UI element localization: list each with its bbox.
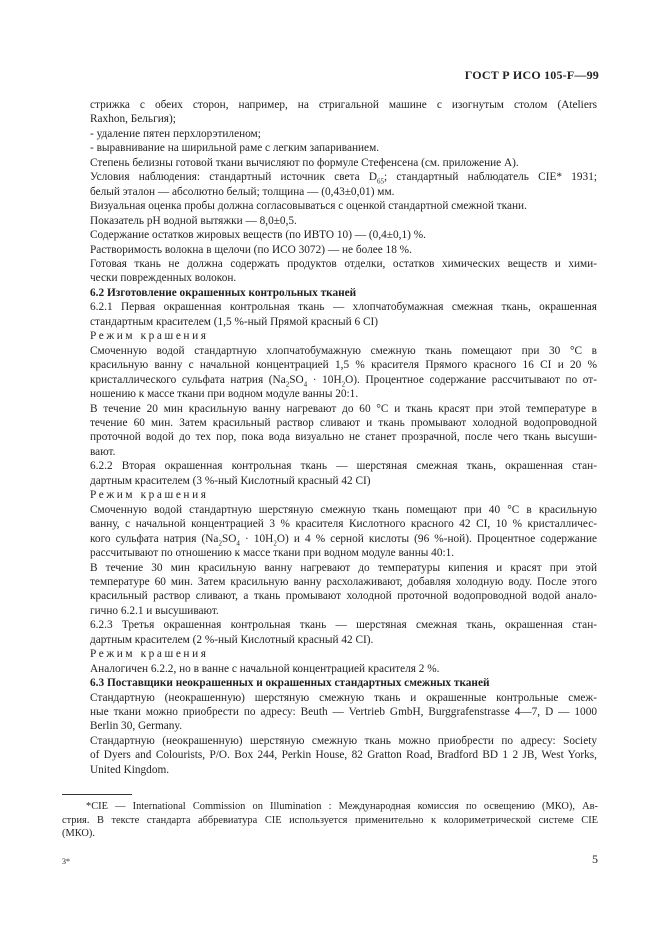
subscript: 65 — [377, 177, 385, 186]
text-line: ношению к массе ткани при водном модуле ванны 20:1. — [90, 388, 359, 401]
text-line: течение 60 мин. Затем красильный раствор сливают и ткань промывают холодной водопроводной — [90, 416, 597, 429]
text-line: - выравнивание на ширильной раме с легким запариванием. — [90, 142, 380, 155]
text-line: красильный раствор сливают, а ткань промывают холодной проточной водопроводной водой анало- — [90, 590, 597, 603]
text-line: 6.2.3 Третья окрашенная контрольная ткань — шерстяная смежная ткань, окрашенная стан- — [90, 619, 597, 632]
document-body — [90, 98, 597, 777]
text-line: вают. — [90, 445, 116, 458]
text-line: Готовая ткань не должна содержать продуктов отделки, остатков химических веществ и хими- — [90, 257, 597, 270]
text-line: ванну, с начальной концентрацией 3 % красителя Кислотного красного 42 CI, 10 % кристалличес- — [90, 518, 597, 531]
section-heading: 6.2 Изготовление окрашенных контрольных тканей — [90, 286, 357, 299]
text-line: белый эталон — абсолютно белый; толщина — (0,43±0,01) мм. — [90, 185, 395, 198]
text-line: кого сульфата натрия $(Na_2SO_4 \cdot 10H_2O)$ и 4 % серной кислоты (96 %-ной). Процентное содержание — [90, 532, 598, 547]
text-line: стандартным красителем (1,5 %-ный Прямой красный 6 CI) — [90, 315, 378, 328]
text-line: В течение 20 мин красильную ванну нагревают до 60 °С и ткань красят при этой температуре в — [90, 402, 597, 415]
text-line: 6.2.1 Первая окрашенная контрольная ткань — хлопчатобумажная смежная ткань, окрашенная — [90, 301, 597, 314]
section-heading: 6.3 Поставщики неокрашенных и окрашенных стандартных смежных тканей — [90, 677, 490, 690]
text-line: температуре 60 мин. Затем красильную ванну расхолаживают, добавляя холодную воду. После этого — [90, 575, 597, 588]
subheading: Режим крашения — [90, 330, 209, 343]
text-line: Визуальная оценка пробы должна согласовываться с оценкой стандартной смежной ткани. — [90, 200, 527, 213]
text-line: дартным красителем (2 %-ный Кислотный красный 42 CI). — [90, 633, 374, 646]
text-line: проточной водой до тех пор, пока вода визуально не станет прозрачной, после чего ткань высуши- — [90, 431, 597, 444]
footnote-line: (МКО). — [62, 828, 95, 839]
text-line: рассчитывают по отношению к массе ткани при водном модуле ванны 40:1. — [90, 547, 455, 560]
text-line: United Kingdom. — [90, 763, 170, 776]
text-line: Смоченную водой стандартную хлопчатобумажную смежную ткань помещают при 30 °С в — [90, 344, 597, 357]
text-line: В течение 30 мин красильную ванну нагревают до температуры кипения и красят при этой — [90, 561, 597, 574]
text-line: Berlin 30, Germany. — [90, 720, 183, 733]
text-line: Степень белизны готовой ткани вычисляют по формуле Стефенсена (см. приложение А). — [90, 156, 519, 169]
text-line: Raxhon, Бельгия); — [90, 113, 176, 126]
text-line: ные ткани можно приобрести по адресу: Beuth — Vertrieb GmbH, Burggrafenstrasse 4—7, D — 1000 — [90, 706, 597, 719]
text-line: красильную ванну с начальной концентрацией 1,5 % красителя Прямого красного 16 CI и 20 % — [90, 359, 597, 372]
text-line: Показатель pH водной вытяжки — 8,0±0,5. — [90, 214, 297, 227]
text-line: дартным красителем (3 %-ный Кислотный красный 42 CI) — [90, 474, 371, 487]
subheading: Режим крашения — [90, 489, 209, 502]
text-line: Условия наблюдения: стандартный источник света $D_{65}$; стандартный наблюдатель CIE* 1931; — [90, 171, 597, 186]
footnote-line: *CIE — International Commission on Illumination : Международная комиссия по освещению (МКО), Ав- — [86, 801, 598, 812]
text-line: Аналогичен 6.2.2, но в ванне с начальной концентрацией красителя 2 %. — [90, 662, 440, 675]
text-line: Стандартную (неокрашенную) шерстяную смежную ткань можно приобрести по адресу: Society — [90, 734, 597, 747]
footnote-divider — [62, 794, 132, 795]
subheading: Режим крашения — [90, 648, 209, 661]
text-line: чески поврежденных волокон. — [90, 272, 237, 285]
print-mark: 3* — [62, 857, 70, 866]
footnote — [62, 800, 598, 841]
text-line: Содержание остатков жировых веществ (по ИВТО 10) — (0,4±0,1) %. — [90, 229, 426, 242]
text-line: of Dyers and Colourists, P/O. Box 244, Perkin House, 82 Gratton Road, Bradford BD 1 2 JB, West Yorks, — [90, 749, 597, 762]
text-line: 6.2.2 Вторая окрашенная контрольная ткань — шерстяная смежная ткань, окрашенная стан- — [90, 460, 597, 473]
text-line: Стандартную (неокрашенную) шерстяную смежную ткань и окрашенные контрольные смеж- — [90, 691, 597, 704]
page-number: 5 — [592, 852, 598, 866]
text-line: стрижка с обеих сторон, например, на стригальной машине с изогнутым столом (Ateliers — [90, 99, 597, 111]
document-header: ГОСТ Р ИСО 105-F—99 — [464, 68, 599, 82]
text-line: гично 6.2.1 и высушивают. — [90, 604, 219, 617]
footnote-line: стрия. В тексте стандарта аббревиатура CIE используется применительно к колориметрической системе CIE — [62, 814, 598, 826]
text-line: Растворимость волокна в щелочи (по ИСО 3072) — не более 18 %. — [90, 243, 412, 256]
text-line: - удаление пятен перхлорэтиленом; — [90, 127, 261, 140]
text-line: Смоченную водой стандартную шерстяную смежную ткань помещают при 40 °С в красильную — [90, 503, 597, 516]
text-line: кристаллического сульфата натрия $(Na_2SO_4 \cdot 10H_2O)$. Процентное содержание рассчитывают по от- — [90, 373, 597, 388]
